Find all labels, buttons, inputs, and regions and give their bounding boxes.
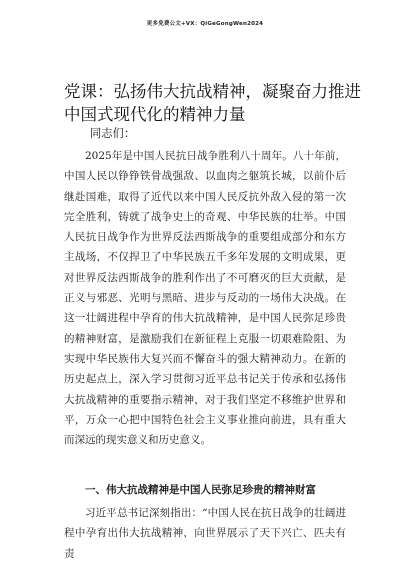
section-heading-1: 一、伟大抗战精神是中国人民弥足珍贵的精神财富 [85,484,316,496]
document-title: 党课：弘扬伟大抗战精神，凝聚奋力推进中国式现代化的精神力量 [64,82,361,124]
salutation: 同志们： [90,127,136,140]
header-note: 更多免费公文+VX：QiGeGongWen2024 [146,21,264,27]
body-paragraph-1: 2025年是中国人民抗日战争胜利八十周年。八十年前，中国人民以铮铮铁骨战强敌、以血肉之躯筑长城，以前仆后继赴国难，取得了近代以来中国人民反抗外敌入侵的第一次完全胜利，铸就了战争史上的奇观、中华民族的壮举。中国人民抗日战争作为世界反法西斯战争的重要组成部分和东方主战场，不仅捍卫了中华民族五千多年发展的文明成果，更对世界反法西斯战争的胜利作出了不可磨灭的巨大贡献，是正义与邪恶、光明与黑暗、进步与反动的一场伟大决战。在这一壮阔进程中孕育的伟大抗战精神，是中国人民弥足珍贵的精神财富，是激励我们在新征程上克服一切艰难险阻、为实现中华民族伟大复兴而不懈奋斗的强大精神动力。在新的历史起点上，深入学习贯彻习近平总书记关于传承和弘扬伟大抗战精神的重要指示精神，对于我们坚定不移维护世界和平，万众一心把中国特色社会主义事业推向前进，具有重大而深远的现实意义和历史意义。 [64,150,346,447]
body-paragraph-2: 习近平总书记深刻指出：“中国人民在抗日战争的壮阔进程中孕育出伟大抗战精神，向世界展示了天下兴亡、匹夫有责 [64,507,346,560]
